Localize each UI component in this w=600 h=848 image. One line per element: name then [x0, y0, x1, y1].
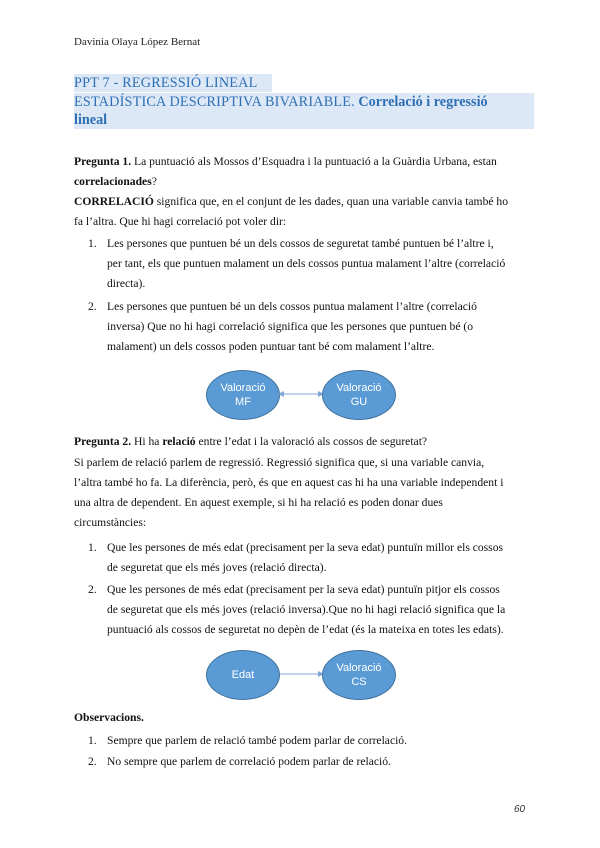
list-item-line: de seguretat que els més joves (relació directa). — [107, 561, 327, 574]
list-item-number: 2. — [88, 300, 97, 313]
list-item-number: 1. — [88, 734, 97, 747]
regression-line: circumstàncies: — [74, 516, 147, 529]
ellipse-label: MF — [235, 396, 251, 408]
list-item-line: Les persones que puntuen bé un dels cossos de seguretat també puntuen bé l’altre i, — [107, 237, 494, 250]
list-item-line: directa). — [107, 277, 146, 290]
list-item-text — [107, 580, 530, 640]
regression-line: l’altra també ho fa. La diferència, però, és que en aquest cas hi ha una variable independent i — [74, 476, 504, 489]
list-item-text — [107, 538, 530, 578]
observations-title-text: Observacions. — [74, 711, 144, 724]
ellipse-valoracio-mf — [206, 370, 280, 420]
arrow-right-icon — [278, 668, 324, 680]
regression-line: Si parlem de relació parlem de regressió. Regressió significa que, si una variable canvia, — [74, 456, 485, 469]
list-item-text: No sempre que parlem de correlació podem parlar de relació. — [107, 755, 391, 768]
header-author: Davinia Olaya López Bernat — [74, 36, 201, 48]
question-2-text-1: Hi ha — [131, 435, 163, 448]
ellipse-valoracio-cs — [322, 650, 396, 700]
list-item-line: de seguretat que els més joves (relació inversa).Que no hi hagi relació significa que la — [107, 603, 506, 616]
page-number: 60 — [514, 804, 526, 815]
list-item-line: per tant, els que puntuen malament un dels cossos puntua malament l’altre (correlació — [107, 257, 506, 270]
question-1 — [74, 152, 529, 192]
question-2-bold: relació — [162, 435, 196, 448]
ellipse-label: Valoració — [336, 382, 382, 394]
ellipse-label: CS — [351, 676, 367, 688]
double-arrow-icon — [278, 388, 324, 400]
list-item-line: malament) un dels cossos poden puntuar tant bé com malament l’altre. — [107, 340, 435, 353]
regression-line: una altra de dependent. En aquest exemple, si hi ha relació es poden donar dues — [74, 496, 443, 509]
regression-paragraph — [74, 453, 529, 533]
list-item-number: 1. — [88, 237, 97, 250]
list-item — [88, 752, 530, 772]
title-line-1 — [74, 74, 272, 92]
list-item — [88, 580, 530, 640]
title-line-2 — [74, 93, 534, 129]
list-item — [88, 297, 530, 357]
ellipse-edat — [206, 650, 280, 700]
list-item-text: Sempre que parlem de relació també podem parlar de correlació. — [107, 734, 408, 747]
correlation-diagram — [206, 370, 396, 420]
list-item-line: inversa) Que no hi hagi correlació significa que les persones que puntuen bé (o — [107, 320, 474, 333]
list-item-number: 1. — [88, 541, 97, 554]
question-1-bold-end: correlacionades — [74, 175, 152, 188]
list-item — [88, 234, 530, 294]
definition-term: CORRELACIÓ — [74, 195, 154, 208]
title-line-3: lineal — [74, 112, 108, 128]
ellipse-label: Valoració — [220, 382, 266, 394]
ellipse-label: Valoració — [336, 662, 382, 674]
list-item-text — [107, 297, 530, 357]
list-item-line: Les persones que puntuen bé un dels cossos puntua malament l’altre (correlació — [107, 300, 477, 313]
title-line-1-text: PPT 7 - REGRESSIÓ LINEAL — [74, 75, 258, 91]
list-item-text — [107, 234, 530, 294]
definition-paragraph — [74, 192, 529, 232]
question-1-qmark: ? — [151, 175, 157, 188]
list-item-line: Que les persones de més edat (precisament per la seva edat) puntuïn millor els cossos — [107, 541, 503, 554]
list-item-number: 2. — [88, 755, 97, 768]
definition-line-2: fa l’altra. Que hi hagi correlació pot voler dir: — [74, 215, 287, 228]
ellipse-valoracio-gu — [322, 370, 396, 420]
regression-diagram — [206, 650, 396, 700]
title-line-2-caps: ESTADÍSTICA DESCRIPTIVA BIVARIABLE. — [74, 94, 355, 110]
question-1-text: La puntuació als Mossos d’Esquadra i la puntuació a la Guàrdia Urbana, estan — [131, 155, 497, 168]
list-item-number: 2. — [88, 583, 97, 596]
observations-title — [74, 708, 529, 728]
definition-line-1: significa que, en el conjunt de les dades, quan una variable canvia també ho — [153, 195, 509, 208]
ellipse-label: Edat — [231, 669, 255, 681]
question-2-label: Pregunta 2. — [74, 435, 132, 448]
list-item-line: Que les persones de més edat (precisament per la seva edat) puntuïn pitjor els cossos — [107, 583, 500, 596]
title-line-2-rest: Correlació i regressió — [354, 94, 488, 110]
question-2 — [74, 432, 529, 452]
question-2-text-2: entre l’edat i la valoració als cossos de seguretat? — [195, 435, 428, 448]
list-item — [88, 731, 530, 751]
ellipse-label: GU — [350, 396, 368, 408]
question-1-label: Pregunta 1. — [74, 155, 132, 168]
list-item-line: puntuació als cossos de seguretat no depèn de l’edat (és la mateixa en totes les edats). — [107, 623, 504, 636]
list-item — [88, 538, 530, 578]
